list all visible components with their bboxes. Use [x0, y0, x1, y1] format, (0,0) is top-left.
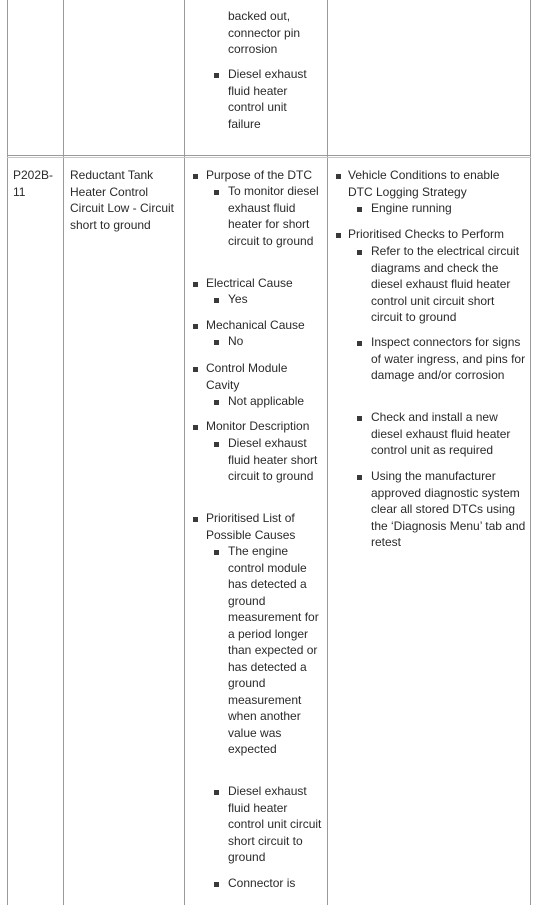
bullet-square-icon [193, 174, 198, 179]
row-divider [7, 155, 531, 156]
bullet-square-icon [214, 73, 219, 78]
info-sub-item: No [228, 334, 244, 348]
action-sub-item: Check and install a new diesel exhaust fluid heater control unit as required [371, 410, 511, 457]
column-divider-2 [184, 0, 185, 905]
info-sub-item: Yes [228, 292, 248, 306]
cause-item: Diesel exhaust fluid heater control unit failure [228, 67, 307, 131]
info-sub-item: Diesel exhaust fluid heater short circuit to ground [228, 436, 318, 483]
info-heading: Monitor Description [206, 419, 310, 433]
info-sub-item: Not applicable [228, 394, 305, 408]
column-divider-3 [327, 0, 328, 905]
bullet-square-icon [193, 517, 198, 522]
info-heading: Electrical Cause [206, 276, 293, 290]
action-sub-item: Inspect connectors for signs of water ingress, and pins for damage and/or corrosion [371, 335, 526, 382]
info-heading: Purpose of the DTC [206, 168, 313, 182]
bullet-square-icon [214, 298, 219, 303]
info-sub-item: Connector is [228, 876, 296, 890]
info-sub-item: The engine control module has detected a ground measurement for a period longer than expected or has detected a ground measurement when another value was expected [228, 544, 319, 756]
info-sub-item: To monitor diesel exhaust fluid heater for short circuit to ground [228, 184, 319, 248]
action-sub-item: Using the manufacturer approved diagnostic system clear all stored DTCs using the ‘Diagnosis Menu’ tab and retest [371, 469, 526, 549]
bullet-square-icon [214, 190, 219, 195]
bullet-square-icon [357, 250, 362, 255]
bullet-square-icon [214, 442, 219, 447]
action-heading: Vehicle Conditions to enable DTC Logging Strategy [348, 168, 500, 199]
bullet-square-icon [214, 550, 219, 555]
bullet-square-icon [357, 207, 362, 212]
bullet-square-icon [193, 324, 198, 329]
bullet-square-icon [357, 416, 362, 421]
bullet-square-icon [336, 174, 341, 179]
bullet-square-icon [214, 882, 219, 887]
bullet-square-icon [357, 475, 362, 480]
info-sub-item: Diesel exhaust fluid heater control unit circuit short circuit to ground [228, 784, 322, 864]
dtc-description: Reductant Tank Heater Control Circuit Low - Circuit short to ground [70, 168, 175, 232]
cause-continued-text: backed out, connector pin corrosion [228, 9, 301, 56]
bullet-square-icon [193, 367, 198, 372]
row-divider-secondary [7, 157, 531, 158]
bullet-square-icon [214, 340, 219, 345]
bullet-square-icon [336, 233, 341, 238]
info-heading: Mechanical Cause [206, 318, 305, 332]
action-sub-item: Engine running [371, 201, 452, 215]
bullet-square-icon [214, 400, 219, 405]
info-heading: Prioritised List of Possible Causes [206, 511, 296, 542]
bullet-square-icon [193, 425, 198, 430]
dtc-code: P202B-11 [13, 168, 54, 199]
table-border-right [530, 0, 531, 905]
action-sub-item: Refer to the electrical circuit diagrams and check the diesel exhaust fluid heater control unit circuit short circuit to ground [371, 244, 520, 324]
column-divider-1 [63, 0, 64, 905]
bullet-square-icon [193, 282, 198, 287]
action-heading: Prioritised Checks to Perform [348, 227, 505, 241]
table-border-left [7, 0, 8, 905]
bullet-square-icon [357, 341, 362, 346]
info-heading: Control Module Cavity [206, 361, 288, 392]
bullet-square-icon [214, 790, 219, 795]
